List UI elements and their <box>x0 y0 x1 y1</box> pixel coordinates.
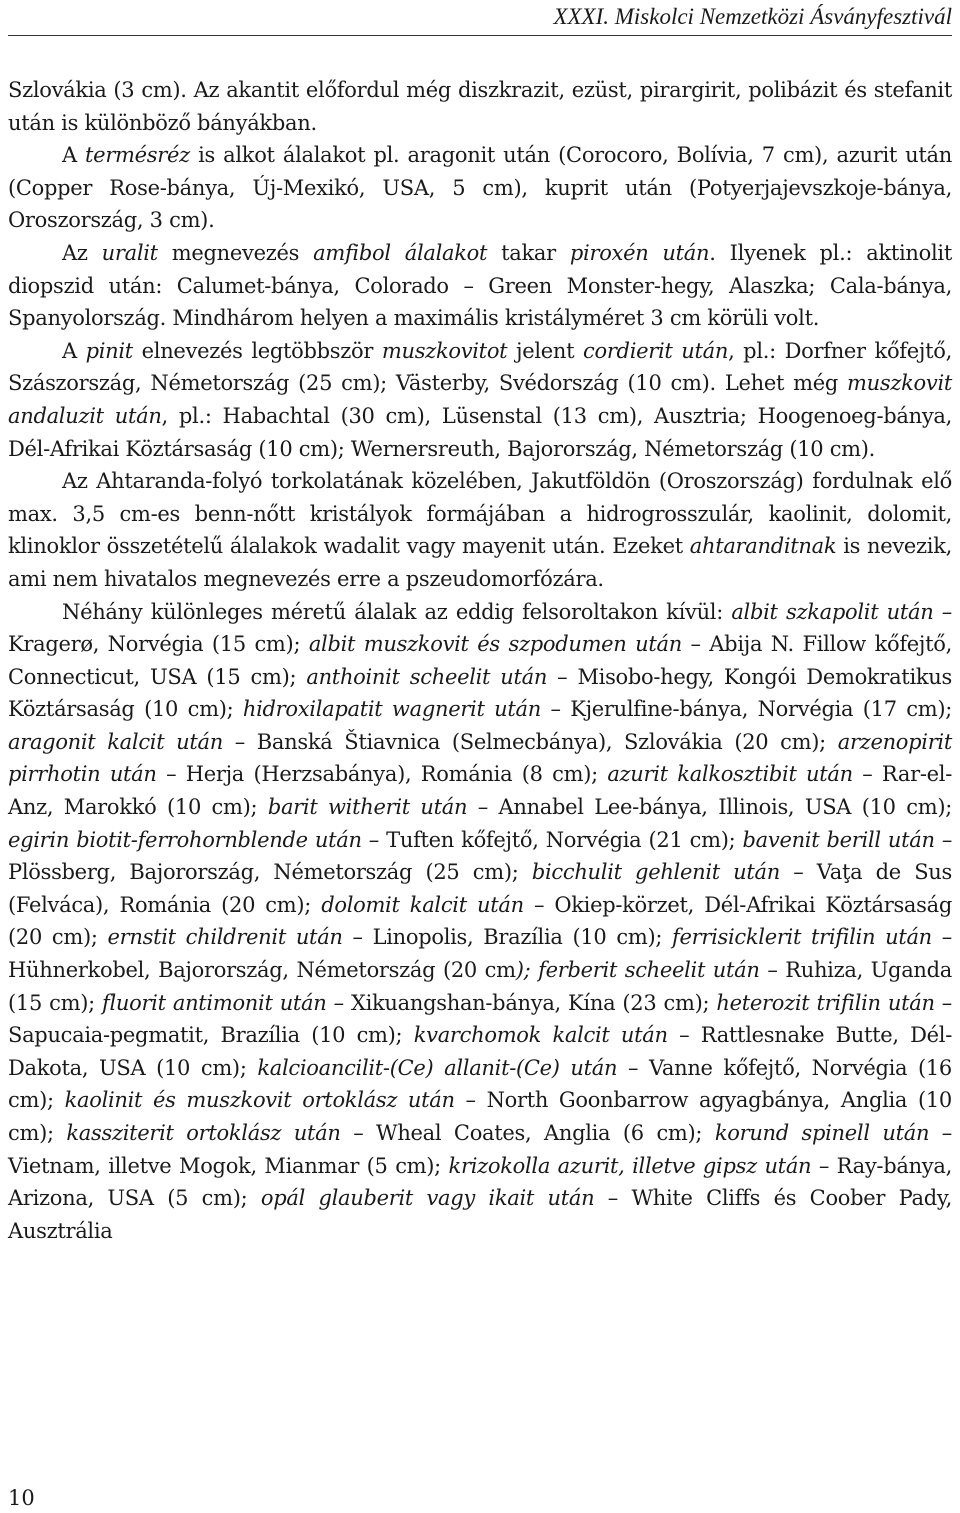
text-run: – Abija N. Fillow kőfejtő, Connecticut, USA (15 cm); <box>8 632 953 689</box>
italic-term: cordierit után <box>583 338 729 363</box>
italic-term: bavenit berill után <box>742 827 935 852</box>
text-run: elnevezés legtöbbször <box>132 338 382 363</box>
text-run: – North Goonbarrow agyagbánya, Anglia (10 cm); <box>8 1088 952 1145</box>
text-run: – Plössberg, Bajorország, Németország (25 cm); <box>8 827 953 885</box>
paragraph <box>8 596 952 1248</box>
text-run: A <box>62 338 86 363</box>
italic-term: kalcioancilit-(Ce) allanit-(Ce) után <box>257 1055 618 1080</box>
text-run: – Kjerulfine-bánya, Norvégia (17 cm); <box>540 697 953 722</box>
italic-term: muszkovit andaluzit után <box>8 371 952 428</box>
text-run: megnevezés <box>157 240 314 265</box>
italic-term: bicchulit gehlenit után <box>531 860 780 885</box>
italic-term: muszkovitot <box>381 338 508 363</box>
italic-term: anthoinit scheelit után <box>306 664 548 689</box>
text-run: – Herja (Herzsabánya), Románia (8 cm); <box>156 762 608 787</box>
text-run: , pl.: Habachtal (30 cm), Lüsenstal (13 cm), Ausztria; Hoogenoeg-bánya, Dél-Afrikai Köztársaság (10 cm); Wernersreuth, Bajorország, Németország (10 cm). <box>8 403 952 461</box>
italic-term: egirin biotit-ferrohornblende után <box>8 827 362 852</box>
italic-term: ernstit childrenit után <box>107 925 343 950</box>
text-run: jelent <box>507 338 584 363</box>
paragraph <box>8 139 952 237</box>
italic-term: ferrisicklerit trifilin után <box>672 925 932 950</box>
page-number: 10 <box>8 1486 35 1510</box>
text-run: – Kragerø, Norvégia (15 cm); <box>8 599 952 657</box>
paragraph <box>8 465 952 595</box>
text-run: – Vanne kőfejtő, Norvégia (16 cm); <box>8 1055 952 1113</box>
text-run: takar <box>487 240 570 265</box>
italic-term: kassziterit ortoklász után <box>66 1121 341 1145</box>
text-run: – Wheal Coates, Anglia (6 cm); <box>340 1121 715 1145</box>
italic-term: hidroxilapatit wagnerit után <box>242 697 541 722</box>
italic-term: amfibol álalakot <box>313 240 488 265</box>
italic-term: korund spinell után <box>714 1121 930 1145</box>
italic-term: kaolinit és muszkovit ortoklász után <box>64 1088 455 1113</box>
text-run: – Banská Štiavnica (Selmecbánya), Szlovákia (20 cm); <box>222 729 838 754</box>
italic-term: krizokolla azurit, illetve gipsz után <box>448 1153 812 1178</box>
text-run: – Misobo-hegy, Kongói Demokratikus Köztársaság (10 cm); <box>8 664 952 722</box>
italic-term: ahtaranditnak <box>689 534 837 559</box>
paragraph <box>8 335 952 465</box>
italic-term: aragonit kalcit után <box>8 729 223 754</box>
italic-term: opál glauberit vagy ikait után <box>260 1186 595 1211</box>
italic-term: piroxén után <box>569 240 710 265</box>
italic-term: uralit <box>101 240 158 265</box>
italic-term: fluorit antimonit után <box>101 990 327 1015</box>
text-run: – Okiep-körzet, Dél-Afrikai Köztársaság (20 cm); <box>8 892 952 950</box>
text-run: , pl.: Dorfner kőfejtő, Szászország, Németország (25 cm); Västerby, Svédország (10 cm). Lehet még <box>8 338 952 396</box>
text-run: – Rattlesnake Butte, Dél-Dakota, USA (10 cm); <box>8 1023 952 1080</box>
header-rule <box>8 35 952 36</box>
paragraph <box>8 74 952 139</box>
italic-term: heterozit trifilin után <box>716 990 935 1015</box>
text-run: – Tuften kőfejtő, Norvégia (21 cm); <box>361 827 743 852</box>
text-run: – Linopolis, Brazília (10 cm); <box>342 925 672 950</box>
text-run: – Xikuangshan-bánya, Kína (23 cm); <box>326 990 717 1015</box>
text-run: Az <box>62 240 102 265</box>
article-body <box>8 74 952 1247</box>
text-run: is alkot álalakot pl. aragonit után (Corocoro, Bolívia, 7 cm), azurit után (Copper Rose-bánya, Új-Mexikó, USA, 5 cm), kuprit után (Potyerjajevszkoje-bánya, Oroszország, 3 cm). <box>8 143 952 233</box>
running-header: XXXI. Miskolci Nemzetközi Ásványfesztivál <box>553 4 952 29</box>
text-run: – Ruhiza, Uganda (15 cm); <box>8 958 953 1015</box>
text-run: is nevezik, ami nem hivatalos megnevezés erre a pszeudomorfózára. <box>8 534 953 591</box>
text-run: – Sapucaia-pegmatit, Brazília (10 cm); <box>8 990 952 1048</box>
text-run: – Vaţa de Sus (Felváca), Románia (20 cm); <box>8 860 952 917</box>
text-run: – Annabel Lee-bánya, Illinois, USA (10 cm); <box>467 795 952 820</box>
italic-term: ); ferberit scheelit után <box>515 958 760 983</box>
text-run: – White Cliffs és Coober Pady, Ausztrália <box>8 1186 952 1243</box>
italic-term: termésréz <box>85 143 190 168</box>
italic-term: arzenopirit pirrhotin után <box>8 729 952 787</box>
text-run: Néhány különleges méretű álalak az eddig felsoroltakon kívül: <box>62 599 732 624</box>
text-run: A <box>62 143 86 168</box>
text-run: – Rar-el-Anz, Marokkó (10 cm); <box>8 762 953 820</box>
italic-term: albit szkapolit után <box>731 599 934 624</box>
paragraph <box>8 237 952 335</box>
italic-term: pinit <box>85 338 133 363</box>
text-run: . Ilyenek pl.: aktinolit diopszid után: Calumet-bánya, Colorado – Green Monster-hegy, Alaszka; Cala-bánya, Spanyolország. Mindhárom helyen a maximális kristályméret 3 cm körüli volt. <box>8 240 952 331</box>
italic-term: kvarchomok kalcit után <box>413 1023 668 1048</box>
text-run: Az Ahtaranda-folyó torkolatának közelében, Jakutföldön (Oroszország) fordulnak elő max. 3,5 cm-es benn-nőtt kristályok formájában a hidrogrosszulár, kaolinit, dolomit, klinoklor összetételű álalakok wadalit vagy mayenit után. Ezeket <box>8 469 952 559</box>
text-run: – Hühnerkobel, Bajorország, Németország (20 cm <box>8 925 952 983</box>
italic-term: barit witherit után <box>267 795 468 820</box>
text-run: – Vietnam, illetve Mogok, Mianmar (5 cm); <box>8 1121 952 1178</box>
text-run: – Ray-bánya, Arizona, USA (5 cm); <box>8 1153 952 1211</box>
italic-term: albit muszkovit és szpodumen után <box>308 632 682 657</box>
text-run: Szlovákia (3 cm). Az akantit előfordul még diszkrazit, ezüst, pirargirit, polibázit és stefanit után is különböző bányákban. <box>8 78 952 135</box>
italic-term: dolomit kalcit után <box>321 892 524 917</box>
italic-term: azurit kalkosztibit után <box>607 762 853 787</box>
